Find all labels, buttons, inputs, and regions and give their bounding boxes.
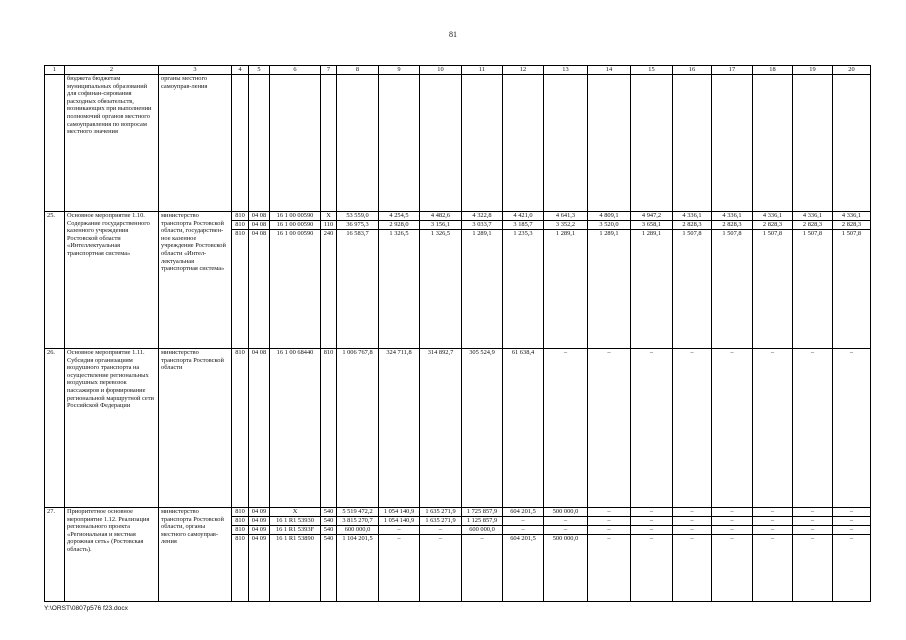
value-line: 810 xyxy=(232,508,248,517)
value-line: 1 289,1 xyxy=(641,230,662,237)
value-cell xyxy=(379,508,420,602)
row-number-cell: 26. xyxy=(45,349,65,508)
value-line: 2 828,3 xyxy=(673,221,711,230)
header-cell: 9 xyxy=(379,66,420,75)
page-number: 81 xyxy=(449,30,457,39)
value-cell xyxy=(712,349,753,508)
header-cell: 14 xyxy=(588,66,631,75)
value-cell xyxy=(588,349,631,508)
header-cell: 1 xyxy=(45,66,65,75)
value-line: – xyxy=(563,349,568,356)
value-cell xyxy=(462,212,503,349)
value-line: 540 xyxy=(321,517,336,526)
value-cell xyxy=(544,212,588,349)
value-line: 4 809,1 xyxy=(588,212,630,221)
value-line: 540 xyxy=(321,508,336,517)
value-line: 1 054 140,9 xyxy=(379,508,419,517)
value-line: 4 336,1 xyxy=(712,212,752,221)
value-cell xyxy=(544,75,588,212)
value-cell xyxy=(420,212,462,349)
value-line: 4 336,1 xyxy=(833,212,870,221)
value-cell xyxy=(249,75,270,212)
value-line: – xyxy=(397,535,401,542)
value-line: 2 828,3 xyxy=(793,221,832,230)
value-cell xyxy=(232,349,249,508)
value-line: 36 975,3 xyxy=(337,221,378,230)
row-number-cell: 25. xyxy=(45,212,65,349)
value-cell xyxy=(321,212,337,349)
header-row xyxy=(45,66,871,75)
value-cell xyxy=(588,508,631,602)
value-line: 3 156,1 xyxy=(420,221,461,230)
value-cell xyxy=(712,75,753,212)
value-cell xyxy=(833,75,871,212)
value-line: – xyxy=(833,526,870,535)
header-cell: 3 xyxy=(159,66,232,75)
value-line: 1 235,3 xyxy=(513,230,533,237)
value-line: – xyxy=(607,535,611,542)
value-line: 810 xyxy=(232,517,248,526)
header-cell: 19 xyxy=(793,66,833,75)
value-line: – xyxy=(607,349,611,356)
value-line: 110 xyxy=(321,221,336,230)
value-line: – xyxy=(793,517,832,526)
value-line: 4 641,3 xyxy=(544,212,587,221)
value-cell xyxy=(793,75,833,212)
value-line: 1 006 767,8 xyxy=(342,349,373,356)
value-cell xyxy=(503,508,544,602)
value-line: 810 xyxy=(232,221,248,230)
value-line: – xyxy=(753,526,792,535)
value-line: 600 000,0 xyxy=(337,526,378,535)
value-line: 4 336,1 xyxy=(793,212,832,221)
program-table xyxy=(44,65,871,602)
value-line: 305 524,9 xyxy=(469,349,495,356)
value-line: 4 254,5 xyxy=(379,212,419,221)
executor-cell: министерство транспорта Ростовской области xyxy=(159,349,232,508)
value-cell xyxy=(503,349,544,508)
value-cell xyxy=(793,349,833,508)
value-line: – xyxy=(712,508,752,517)
value-cell xyxy=(270,75,321,212)
value-line: – xyxy=(849,535,854,542)
value-line: 16 1 R1 53890 xyxy=(276,535,314,542)
value-line: – xyxy=(649,535,654,542)
value-cell xyxy=(462,349,503,508)
activity-name-cell: бюджета бюджетам муниципальных образований для софинан-сирования расходных обязательств, возникающих при выполнении полномочий органов местного самоуправления по вопросам местного значения xyxy=(65,75,159,212)
value-cell xyxy=(712,508,753,602)
value-line: 604 201,5 xyxy=(510,535,536,542)
value-line: 04 08 xyxy=(251,349,267,356)
value-line: X xyxy=(270,508,320,517)
value-line: 810 xyxy=(232,526,248,535)
value-line: 810 xyxy=(235,535,245,542)
value-line: 53 559,0 xyxy=(337,212,378,221)
table-row xyxy=(45,349,871,508)
value-line: 5 519 472,2 xyxy=(337,508,378,517)
value-line: 810 xyxy=(235,230,245,237)
value-line: – xyxy=(544,517,587,526)
value-line: – xyxy=(793,508,832,517)
value-cell xyxy=(462,75,503,212)
value-cell xyxy=(420,75,462,212)
value-cell xyxy=(544,508,588,602)
value-line: – xyxy=(631,526,672,535)
value-line: – xyxy=(480,535,484,542)
value-line: 16 1 00 00590 xyxy=(276,230,314,237)
value-line: 1 507,8 xyxy=(841,230,862,237)
value-line: 500 000,0 xyxy=(544,508,587,517)
executor-cell: органы местного самоуправ-ления xyxy=(159,75,232,212)
value-line: 16 1 00 00590 xyxy=(270,212,320,221)
value-line: 16 1 00 68440 xyxy=(276,349,314,356)
value-line: – xyxy=(753,517,792,526)
header-cell: 16 xyxy=(673,66,712,75)
value-cell xyxy=(232,508,249,602)
value-line: 604 201,5 xyxy=(503,508,543,517)
value-cell xyxy=(249,349,270,508)
executor-cell: министерство транспорта Ростовской области, органы местного самоуправ-ления xyxy=(159,508,232,602)
header-cell: 11 xyxy=(462,66,503,75)
value-line: – xyxy=(438,535,443,542)
value-line: 1 326,5 xyxy=(389,230,409,237)
value-cell xyxy=(753,349,793,508)
value-line: 16 1 00 00590 xyxy=(270,221,320,230)
value-line: 540 xyxy=(321,526,336,535)
value-line: 810 xyxy=(323,349,334,356)
value-line: 4 322,8 xyxy=(462,212,502,221)
value-line: 600 000,0 xyxy=(462,526,502,535)
value-line: – xyxy=(588,517,630,526)
value-cell xyxy=(321,349,337,508)
value-line: – xyxy=(833,508,870,517)
value-line: 3 352,2 xyxy=(544,221,587,230)
value-line: 1 507,8 xyxy=(802,230,823,237)
value-line: 540 xyxy=(323,535,334,542)
header-cell: 13 xyxy=(544,66,588,75)
value-cell xyxy=(379,212,420,349)
value-cell xyxy=(712,212,753,349)
value-line: 1 635 271,9 xyxy=(420,517,461,526)
value-line: 810 xyxy=(235,349,245,356)
value-line: – xyxy=(712,517,752,526)
value-cell xyxy=(673,349,712,508)
activity-name-cell: Основное мероприятие 1.10. Содержание государственного казенного учреждения Ростовской области «Интеллектуальная транспортная система» xyxy=(65,212,159,349)
value-line: 2 828,3 xyxy=(712,221,752,230)
value-line: – xyxy=(690,349,694,356)
value-cell xyxy=(379,349,420,508)
value-line: X xyxy=(321,212,336,221)
value-line: 1 507,8 xyxy=(682,230,702,237)
header-cell: 4 xyxy=(232,66,249,75)
value-cell xyxy=(379,75,420,212)
value-line: 3 815 270,7 xyxy=(337,517,378,526)
header-cell: 18 xyxy=(753,66,793,75)
value-line: – xyxy=(730,349,734,356)
value-cell xyxy=(337,212,379,349)
value-line: 1 104 201,5 xyxy=(342,535,373,542)
value-line: – xyxy=(810,535,815,542)
value-line: 3 185,7 xyxy=(503,221,543,230)
value-line: 04 09 xyxy=(249,517,269,526)
value-cell xyxy=(270,349,321,508)
value-line: – xyxy=(503,517,543,526)
value-cell xyxy=(753,212,793,349)
value-line: – xyxy=(770,535,775,542)
table-row xyxy=(45,75,871,212)
value-line: 4 421,0 xyxy=(503,212,543,221)
value-line: – xyxy=(849,349,854,356)
header-cell: 10 xyxy=(420,66,462,75)
value-line: 500 000,0 xyxy=(552,535,579,542)
value-line: 3 658,1 xyxy=(631,221,672,230)
value-line: 1 289,1 xyxy=(472,230,492,237)
value-cell xyxy=(232,75,249,212)
value-line: 4 482,6 xyxy=(420,212,461,221)
header-cell: 15 xyxy=(631,66,673,75)
value-line: 4 336,1 xyxy=(673,212,711,221)
value-cell xyxy=(249,212,270,349)
value-line: – xyxy=(833,517,870,526)
header-cell: 2 xyxy=(65,66,159,75)
value-line: 810 xyxy=(232,212,248,221)
value-cell xyxy=(270,508,321,602)
value-line: – xyxy=(379,526,419,535)
value-line: 4 336,1 xyxy=(753,212,792,221)
value-cell xyxy=(631,349,673,508)
value-cell xyxy=(337,75,379,212)
value-cell xyxy=(270,212,321,349)
header-cell: 6 xyxy=(270,66,321,75)
header-cell: 20 xyxy=(833,66,871,75)
value-line: – xyxy=(588,508,630,517)
value-cell xyxy=(420,508,462,602)
value-line: – xyxy=(631,508,672,517)
value-line: – xyxy=(753,508,792,517)
value-line: – xyxy=(770,349,775,356)
value-cell xyxy=(321,508,337,602)
value-line: 1 125 857,9 xyxy=(462,517,502,526)
value-cell xyxy=(673,75,712,212)
value-line: 04 08 xyxy=(249,221,269,230)
value-cell xyxy=(673,212,712,349)
value-line: 324 711,8 xyxy=(386,349,412,356)
value-line: – xyxy=(503,526,543,535)
value-cell xyxy=(631,508,673,602)
value-line: 1 289,1 xyxy=(555,230,576,237)
value-line: 2 828,3 xyxy=(833,221,870,230)
value-line: 1 507,8 xyxy=(722,230,742,237)
value-cell xyxy=(337,349,379,508)
value-line: 4 947,2 xyxy=(631,212,672,221)
header-cell: 7 xyxy=(321,66,337,75)
value-line: – xyxy=(673,508,711,517)
value-cell xyxy=(337,508,379,602)
table-row xyxy=(45,508,871,602)
value-line: 16 1 R1 5393F xyxy=(270,526,320,535)
value-line: – xyxy=(810,349,815,356)
value-line: 61 638,4 xyxy=(511,349,535,356)
value-line: – xyxy=(631,517,672,526)
value-cell xyxy=(753,508,793,602)
value-line: 3 520,0 xyxy=(588,221,630,230)
value-cell xyxy=(321,75,337,212)
value-cell xyxy=(588,75,631,212)
value-cell xyxy=(544,349,588,508)
value-cell xyxy=(249,508,270,602)
value-line: – xyxy=(690,535,694,542)
value-line: 1 635 271,9 xyxy=(420,508,461,517)
row-number-cell xyxy=(45,75,65,212)
value-cell xyxy=(232,212,249,349)
value-line: 04 09 xyxy=(249,526,269,535)
value-line: – xyxy=(793,526,832,535)
value-line: 1 507,8 xyxy=(762,230,783,237)
value-line: 1 725 857,9 xyxy=(462,508,502,517)
header-cell: 17 xyxy=(712,66,753,75)
activity-name-cell: Приоритетное основное мероприятие 1.12. Реализация регионального проекта «Региональная и местная дорожная сеть» (Ростовская область). xyxy=(65,508,159,602)
value-cell xyxy=(503,212,544,349)
table-row xyxy=(45,212,871,349)
value-line: – xyxy=(544,526,587,535)
value-line: – xyxy=(712,526,752,535)
value-line: – xyxy=(649,349,654,356)
value-line: 1 289,1 xyxy=(599,230,619,237)
value-line: 2 928,0 xyxy=(379,221,419,230)
value-line: 04 08 xyxy=(251,230,267,237)
value-line: – xyxy=(673,526,711,535)
value-cell xyxy=(503,75,544,212)
value-cell xyxy=(753,75,793,212)
value-line: – xyxy=(673,517,711,526)
value-cell xyxy=(631,75,673,212)
value-cell xyxy=(673,508,712,602)
value-line: – xyxy=(730,535,734,542)
value-line: 240 xyxy=(323,230,334,237)
file-path-footer: Y:\ORST\0807p576 f23.docx xyxy=(44,605,128,612)
value-cell xyxy=(793,212,833,349)
executor-cell: министерство транспорта Ростовской области, государствен-ное казенное учреждение Ростовской области «Интел-лектуальная транспортная система» xyxy=(159,212,232,349)
value-line: 16 1 R1 53930 xyxy=(270,517,320,526)
value-line: – xyxy=(420,526,461,535)
activity-name-cell: Основное мероприятие 1.11. Субсидия организациям воздушного транспорта на осуществление региональных воздушных перевозок пассажиров и формирование региональной маршрутной сети Российской Федерации xyxy=(65,349,159,508)
header-cell: 5 xyxy=(249,66,270,75)
value-line: 1 326,5 xyxy=(430,230,451,237)
value-line: 04 08 xyxy=(249,212,269,221)
value-line: 04 09 xyxy=(249,508,269,517)
header-cell: 12 xyxy=(503,66,544,75)
header-cell: 8 xyxy=(337,66,379,75)
value-line: 314 892,7 xyxy=(427,349,454,356)
value-cell xyxy=(631,212,673,349)
value-line: – xyxy=(588,526,630,535)
value-line: 04 09 xyxy=(251,535,267,542)
value-cell xyxy=(833,508,871,602)
row-number-cell: 27. xyxy=(45,508,65,602)
value-cell xyxy=(833,212,871,349)
value-cell xyxy=(793,508,833,602)
value-line: 3 033,7 xyxy=(462,221,502,230)
value-cell xyxy=(420,349,462,508)
value-line: 2 828,3 xyxy=(753,221,792,230)
value-cell xyxy=(462,508,503,602)
value-cell xyxy=(833,349,871,508)
value-cell xyxy=(588,212,631,349)
value-line: 1 054 140,9 xyxy=(379,517,419,526)
value-line: 16 583,7 xyxy=(346,230,369,237)
